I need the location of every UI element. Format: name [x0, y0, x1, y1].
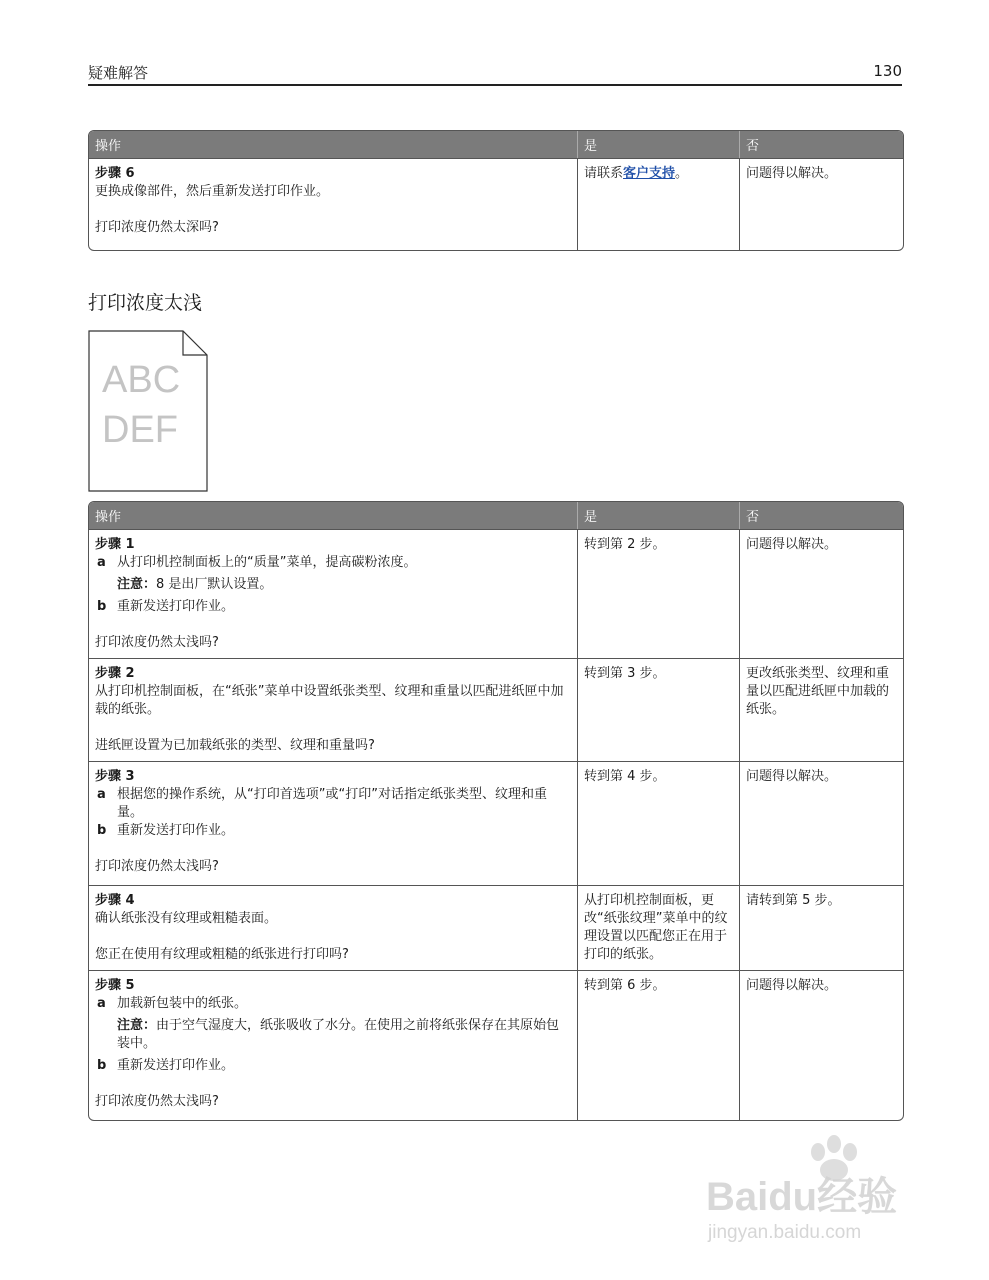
troubleshoot-table-2 [88, 501, 904, 1121]
watermark-brand: Baidu经验 [706, 1175, 898, 1219]
yes-cell: 转到第 4 步。 [577, 761, 739, 885]
sub-step-b-text: 重新发送打印作业。 [117, 823, 235, 838]
step-text: 更换成像部件，然后重新发送打印作业。 [95, 184, 330, 199]
sub-step-a: a 从打印机控制面板上的“质量”菜单，提高碳粉浓度。 [97, 555, 417, 570]
step-label: 步骤 5 [95, 978, 135, 993]
action-cell [89, 529, 577, 658]
troubleshoot-table-1 [88, 130, 904, 251]
step-text: 确认纸张没有纹理或粗糙表面。 [95, 911, 278, 926]
yes-cell: 转到第 3 步。 [577, 658, 739, 761]
step-question: 进纸匣设置为已加载纸张的类型、纹理和重量吗? [95, 738, 375, 753]
step-label: 步骤 2 [95, 666, 135, 681]
col-no: 否 [739, 131, 903, 158]
action-cell [89, 658, 577, 761]
sample-text-line2: DEF [102, 409, 178, 451]
sub-step-b: b 重新发送打印作业。 [97, 599, 235, 614]
action-cell [89, 158, 577, 250]
baidu-watermark-icon [700, 1130, 940, 1250]
yes-prefix: 请联系 [584, 166, 624, 181]
yes-cell: 转到第 2 步。 [577, 529, 739, 658]
sub-step-b-text: 重新发送打印作业。 [117, 1058, 235, 1073]
no-cell: 问题得以解决。 [739, 158, 903, 250]
step-label: 步骤 6 [95, 166, 135, 181]
yes-cell: 转到第 6 步。 [577, 970, 739, 1120]
step-label: 步骤 3 [95, 769, 135, 784]
action-cell [89, 761, 577, 885]
table-row [89, 658, 903, 761]
section-name: 疑难解答 [88, 64, 149, 82]
step-question: 打印浓度仍然太浅吗? [95, 635, 219, 650]
sub-step-b: b 重新发送打印作业。 [97, 823, 235, 838]
note-text: 由于空气湿度大，纸张吸收了水分。在使用之前将纸张保存在其原始包装中。 [117, 1018, 560, 1051]
no-cell: 请转到第 5 步。 [739, 885, 903, 970]
step-text: 从打印机控制面板，在“纸张”菜单中设置纸张类型、纹理和重量以匹配进纸匣中加载的纸张。 [95, 684, 564, 717]
page-header [88, 62, 902, 86]
note-label: 注意： [117, 577, 157, 592]
yes-suffix: 。 [675, 166, 689, 181]
sub-step-a-text: 从打印机控制面板上的“质量”菜单，提高碳粉浓度。 [117, 555, 417, 570]
note [95, 576, 571, 594]
sub-step-b-text: 重新发送打印作业。 [117, 599, 235, 614]
note [95, 1017, 571, 1053]
no-cell: 问题得以解决。 [739, 529, 903, 658]
step-label: 步骤 1 [95, 537, 135, 552]
section-title: 打印浓度太浅 [88, 292, 203, 314]
light-print-sample-icon [88, 330, 208, 492]
step-label: 步骤 4 [95, 893, 135, 908]
col-yes: 是 [577, 502, 739, 529]
customer-support-link[interactable]: 客户支持 [623, 166, 676, 181]
action-cell [89, 970, 577, 1120]
step-question: 打印浓度仍然太深吗? [95, 220, 219, 235]
col-action: 操作 [89, 131, 577, 158]
step-question: 打印浓度仍然太浅吗? [95, 1094, 219, 1109]
sub-step-a: a 根据您的操作系统，从“打印首选项”或“打印”对话指定纸张类型、纹理和重量。 [97, 787, 547, 820]
no-cell: 问题得以解决。 [739, 761, 903, 885]
yes-cell: 从打印机控制面板，更改“纸张纹理”菜单中的纹理设置以匹配您正在用于打印的纸张。 [577, 885, 739, 970]
table-row [89, 529, 903, 658]
col-no: 否 [739, 502, 903, 529]
table-row [89, 885, 903, 970]
sub-step-a-text: 加载新包装中的纸张。 [117, 996, 248, 1011]
no-cell: 更改纸张类型、纹理和重量以匹配进纸匣中加载的纸张。 [739, 658, 903, 761]
table-row [89, 970, 903, 1120]
step-question: 您正在使用有纹理或粗糙的纸张进行打印吗? [95, 947, 349, 962]
sub-step-a-text: 根据您的操作系统，从“打印首选项”或“打印”对话指定纸张类型、纹理和重量。 [117, 787, 547, 820]
table-row [89, 761, 903, 885]
table-header-row [89, 502, 903, 529]
table-row [89, 158, 903, 250]
sub-step-a: a 加载新包装中的纸张。 [97, 996, 248, 1011]
yes-cell [577, 158, 739, 250]
col-action: 操作 [89, 502, 577, 529]
step-question: 打印浓度仍然太浅吗? [95, 859, 219, 874]
action-cell [89, 885, 577, 970]
col-yes: 是 [577, 131, 739, 158]
page-number: 130 [873, 62, 902, 80]
sub-step-b: b 重新发送打印作业。 [97, 1058, 235, 1073]
sample-text-line1: ABC [102, 359, 181, 401]
table-header-row [89, 131, 903, 158]
note-label: 注意： [117, 1018, 157, 1033]
note-text: 8 是出厂默认设置。 [156, 577, 273, 592]
watermark-url: jingyan.baidu.com [708, 1222, 862, 1243]
no-cell: 问题得以解决。 [739, 970, 903, 1120]
